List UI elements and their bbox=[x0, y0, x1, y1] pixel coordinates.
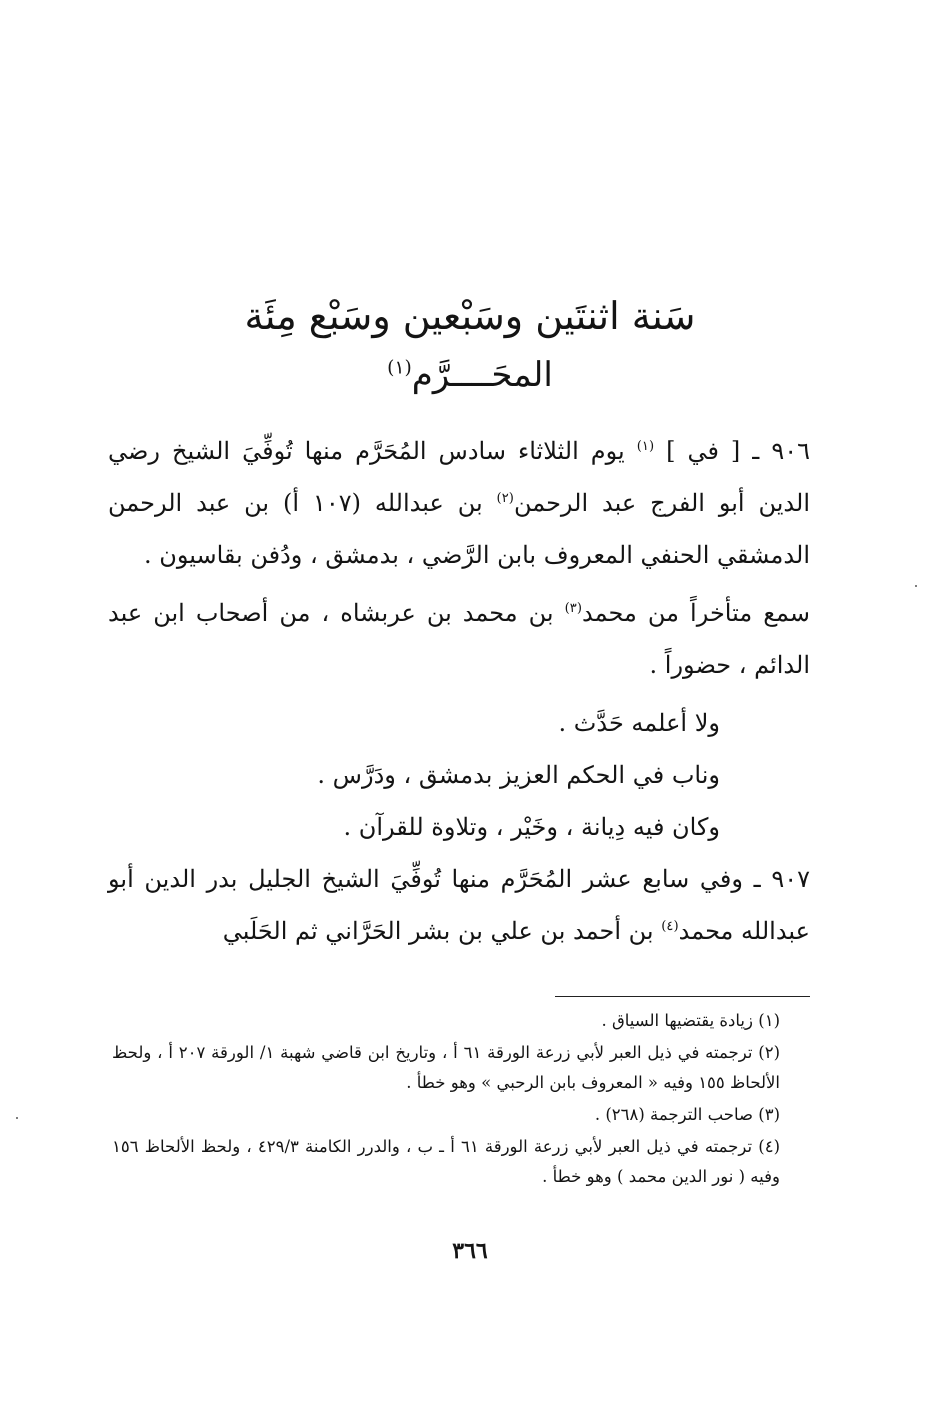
main-text bbox=[108, 425, 810, 963]
footnote-4: (٤) ترجمته في ذيل العبر لأبي زرعة الورقة ٦١ أ ـ ب ، والدرر الكامنة ٤٢٩/٣ ، ولحظ الألحاظ ١٥٦ وفيه ( نور الدين محمد ) وهو خطأ . bbox=[112, 1137, 781, 1186]
narration-paragraph: ولا أعلمه حَدَّث . bbox=[558, 709, 720, 737]
month-heading-note-marker: (١) bbox=[387, 357, 412, 379]
heard-from-paragraph bbox=[108, 587, 810, 691]
footnotes bbox=[112, 1006, 812, 1194]
entry-906-number-text: ٩٠٦ ـ [ في ] bbox=[654, 437, 810, 465]
heard-from-text-part1: سمع متأخراً من محمد bbox=[582, 599, 810, 627]
note-marker-1: (١) bbox=[636, 439, 655, 454]
entry-906-paragraph bbox=[108, 425, 810, 581]
scan-speck bbox=[915, 585, 917, 587]
note-marker-2: (٢) bbox=[496, 491, 514, 506]
note-marker-4: (٤) bbox=[661, 919, 679, 934]
footnote-1: (١) زيادة يقتضيها السياق . bbox=[601, 1011, 780, 1030]
footnote-separator bbox=[555, 996, 810, 997]
footnote-3: (٣) صاحب الترجمة (٢٦٨) . bbox=[594, 1105, 780, 1124]
month-heading bbox=[150, 350, 790, 400]
entry-906-text-part2: بن عبدالله (١٠٧ أ) بن عبد الرحمن الدمشقي الحنفي المعروف بابن الرَّضي ، بدمشق ، ودُفن بقاسيون . bbox=[108, 489, 810, 569]
entry-907-text-part2: بن أحمد بن علي بن بشر الحَرَّاني ثم الحَلَبي bbox=[222, 917, 662, 945]
page-number: ٣٦٦ bbox=[452, 1238, 488, 1264]
year-heading-text: سَنة اثنتَين وسَبْعين وسَبْع مِئَة bbox=[244, 294, 696, 338]
entry-907-text-part1: ٩٠٧ ـ وفي سابع عشر المُحَرَّم منها تُوفِّيَ الشيخ الجليل بدر الدين أبو عبدالله محمد bbox=[108, 865, 810, 945]
note-marker-3: (٣) bbox=[564, 601, 583, 616]
judgeship-paragraph: وناب في الحكم العزيز بدمشق ، ودَرَّس . bbox=[317, 761, 720, 789]
month-heading-text: المحَــــرَّم bbox=[411, 355, 553, 395]
footnote-2: (٢) ترجمته في ذيل العبر لأبي زرعة الورقة ٦١ أ ، وتاريخ ابن قاضي شهبة ١/ الورقة ٢٠٧ أ ، ولحظ الألحاظ ١٥٥ وفيه « المعروف بابن الرحبي » وهو خطأ . bbox=[112, 1043, 781, 1092]
entry-906-text-part1: يوم الثلاثاء سادس المُحَرَّم منها تُوفِّيَ الشيخ رضي الدين أبو الفرج عبد الرحمن bbox=[108, 437, 811, 517]
entry-907-paragraph bbox=[108, 853, 810, 957]
character-paragraph: وكان فيه دِيانة ، وخَيْر ، وتلاوة للقرآن . bbox=[343, 813, 720, 841]
year-heading bbox=[150, 290, 790, 342]
scan-speck bbox=[16, 1117, 18, 1119]
heard-from-text-part2: بن محمد بن عربشاه ، من أصحاب ابن عبد الدائم ، حضوراً . bbox=[108, 599, 810, 679]
